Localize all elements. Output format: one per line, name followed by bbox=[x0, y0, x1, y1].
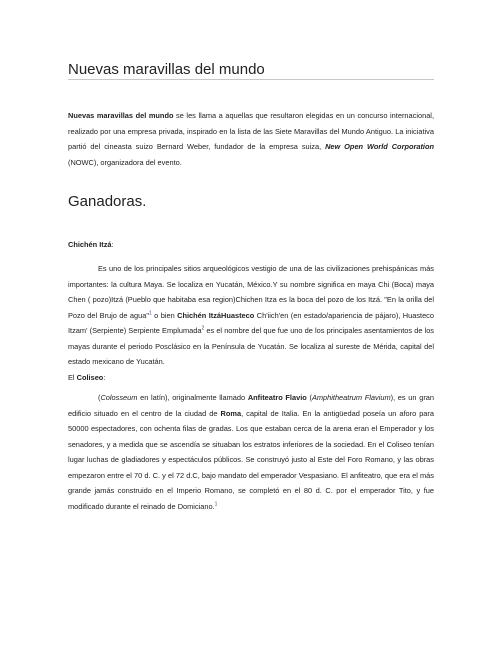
chichen-subheading bbox=[68, 240, 114, 249]
intro-bold-lead: Nuevas maravillas del mundo bbox=[68, 111, 174, 120]
coliseo-bold-2: Roma bbox=[220, 408, 242, 418]
coliseo-paragraph bbox=[68, 390, 434, 514]
chichen-text-2: o bien bbox=[151, 310, 178, 320]
coliseo-italic-1: Colosseum bbox=[100, 393, 138, 402]
intro-text-2: (NOWC), organizadora del evento. bbox=[68, 157, 182, 167]
chichen-label: Chichén Itzá bbox=[68, 240, 112, 249]
coliseo-text-5: , capital de Italia. En la antigüedad poseía un aforo para 50000 espectadores, con ochenta filas de gradas. Los que estaban cerca de la arena eran el Emperador y los senadores, y a medida que se ascendía se situaban los estratos inferiores de la sociedad. En el Coliseo tenían lugar luchas de gladiadores y espectáculos públicos. Se construyó justo al Este del Foro Romano, y las obras empezaron entre el 70 d. C. y el 72 d.C, bajo mandato del emperador Vespasiano. El anfiteatro, que era el más grande jamás construido en el Imperio Romano, se completó en el 80 d. C. por el emperador Tito, y fue modificado durante el reinado de Domiciano. bbox=[68, 408, 434, 511]
chichen-paragraph bbox=[68, 261, 434, 370]
coliseo-text-2: en latín), originalmente llamado bbox=[137, 393, 248, 402]
coliseo-prefix: El bbox=[68, 373, 77, 382]
section-heading: Ganadoras. bbox=[68, 193, 147, 210]
coliseo-text-1: ( bbox=[98, 393, 101, 402]
intro-company-name: New Open World Corporation bbox=[325, 142, 434, 151]
intro-paragraph bbox=[68, 108, 434, 170]
chichen-colon: : bbox=[111, 240, 114, 249]
chichen-text-3: Ch'iich'en (en estado/apariencia de pájaro), Huasteco Itzam' (Serpiente) Serpiente Emplumada bbox=[68, 310, 434, 335]
footnote-ref-2[interactable]: 2 bbox=[201, 325, 205, 332]
chichen-text-1: Es uno de los principales sitios arqueológicos vestigio de una de las civilizaciones prehispánicas más importantes: la cultura Maya. Se localiza en Yucatán, México.Y su nombre significa en maya Chi (Boca) maya Chen ( pozo)Itzá (Pueblo que habitaba esa region)Chichen Itza es la boca del pozo de los Itzá. "En la orilla del Pozo del Brujo de agua" bbox=[68, 264, 434, 320]
footnote-ref-3[interactable]: 1 bbox=[214, 501, 218, 508]
coliseo-italic-2: Amphitheatrum Flavium bbox=[311, 393, 391, 402]
coliseo-text-3: ( bbox=[306, 393, 312, 402]
footnote-ref-1[interactable]: 1 bbox=[148, 310, 152, 317]
intro-text-1: se les llama a aquellas que resultaron elegidas en un concurso internacional, realizado por una empresa privada, inspirado en la lista de las Siete Maravillas del Mundo Antiguo. La iniciativa partió del cineasta suizo Bernard Weber, fundador de la empresa suiza, bbox=[68, 111, 434, 151]
chichen-text-4: es el nombre del que fue uno de los principales asentamientos de los mayas durante el periodo Posclásico en la Península de Yucatán. Se localiza al sureste de Mérida, capital del estado mexicano de Yucatán. bbox=[68, 326, 434, 366]
page-title: Nuevas maravillas del mundo bbox=[68, 61, 265, 78]
coliseo-colon: : bbox=[103, 373, 106, 382]
title-divider bbox=[68, 79, 434, 80]
coliseo-subheading bbox=[68, 373, 105, 382]
coliseo-bold-1: Anfiteatro Flavio bbox=[247, 393, 307, 402]
chichen-bold-2: Chichén ItzáHuasteco bbox=[177, 310, 255, 320]
coliseo-label: Coliseo bbox=[76, 373, 104, 382]
coliseo-text-4: ), es un gran edificio situado en el centro de la ciudad de bbox=[68, 393, 434, 418]
